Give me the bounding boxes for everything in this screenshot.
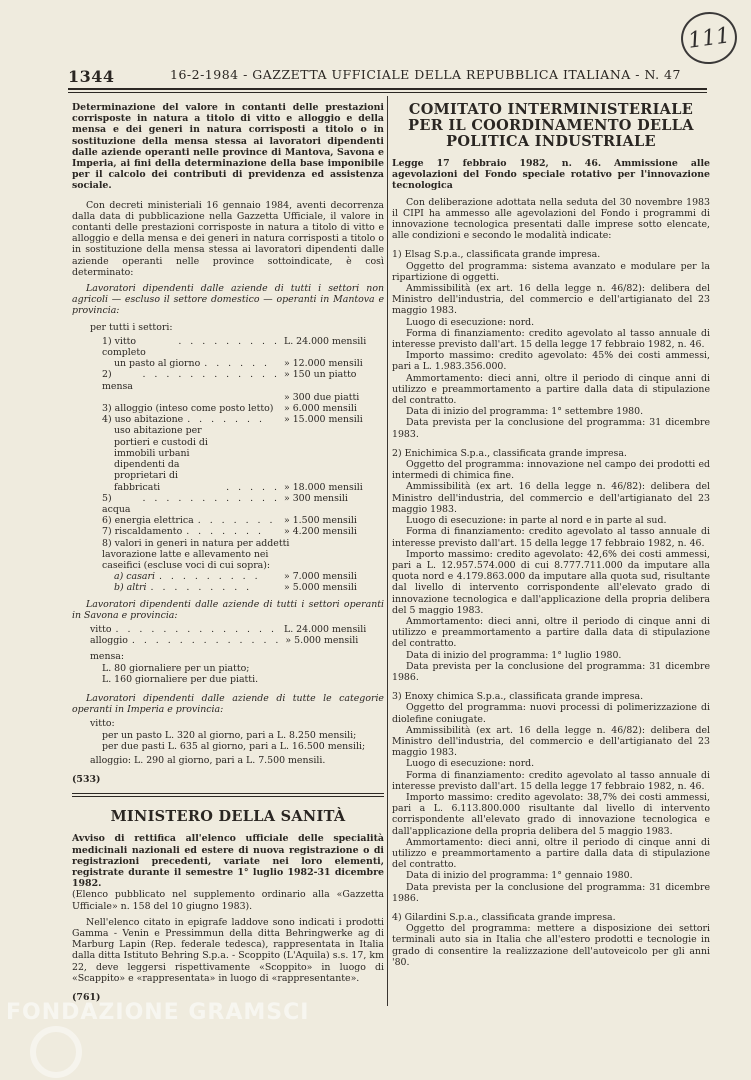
table-row: 4) uso abitazione . . . . . . . » 15.000 mensili <box>102 414 363 426</box>
company-2-p3: Luogo di esecuzione: in parte al nord e in parte al sud. <box>406 515 667 527</box>
watermark-logo-icon <box>30 1026 82 1078</box>
company-1-p3: Luogo di esecuzione: nord. <box>406 316 535 328</box>
ministry-heading: MINISTERO DELLA SANITÀ <box>110 808 346 826</box>
mantova-heading: Lavoratori dipendenti dalle aziende di tutti i settori non agricoli — escluso il settore domestico — operanti in Mantova e provincia: <box>72 283 384 317</box>
table-row: » 300 due piatti <box>284 391 360 403</box>
table-row: b) altri . . . . . . . . . » 5.000 mensili <box>114 582 357 594</box>
savona-mensa-1: L. 80 giornaliere per un piatto; <box>102 662 250 674</box>
cipi-intro: Con deliberazione adottata nella seduta del 30 novembre 1983 il CIPI ha ammesso alle agevolazioni del Fondo i programmi di innovazione tecnologica presentati dalle imprese sotto elencate, alle condizioni e secondo le modalità indicate: <box>392 196 710 242</box>
company-1-p6: Ammortamento: dieci anni, oltre il periodo di cinque anni di utilizzo e preammortamento a partire dalla data di stipulazione del contratto. <box>392 372 710 407</box>
company-2-p5: Importo massimo: credito agevolato: 42,6% dei costi ammessi, pari a L. 12.957.574.000 di cui 8.777.711.000 da imputare alla quota nord e 4.179.863.000 da imputare alla quota sud, risultante dal livello di intervento corrispondente all'elevato grado di innovazione tecnologica e dall'applicazione della propria delibera del 5 maggio 1983. <box>392 548 710 616</box>
company-1-p8: Data prevista per la conclusione del programma: 31 dicembre 1983. <box>392 417 710 440</box>
company-3-p2: Ammissibilità (ex art. 16 della legge n. 46/82): delibera del Ministro dell'industria, del commercio e dell'artigianato del 23 maggio 1983. <box>392 724 710 759</box>
page-number: 1344 <box>68 67 115 86</box>
header-rule-thin <box>68 92 707 93</box>
company-2-p6: Ammortamento: dieci anni, oltre il periodo di cinque anni di utilizzo e preammortamento a partire dalla data di stipulazione del contratto. <box>392 615 710 650</box>
company-2-p4: Forma di finanziamento: credito agevolato al tasso annuale di interesse previsto dall'art. 15 della legge 17 febbraio 1982, n. 46. <box>392 526 710 549</box>
company-2-p8: Data prevista per la conclusione del programma: 31 dicembre 1986. <box>392 660 710 683</box>
decree-title: Determinazione del valore in contanti delle prestazioni corrisposte in natura a titolo di vitto e alloggio e della mensa e dei generi in natura corrisposti a titolo o in sostituzione della mensa stessa ai lavoratori dipendenti dalle aziende operanti nelle province di Mantova, Savona e Imperia, ai fini della determinazione della base imponibile per il calcolo dei contributi di previdenza ed assistenza sociale. <box>72 102 384 192</box>
per-tutti-label: per tutti i settori: <box>90 321 173 333</box>
table-row: a) casari . . . . . . . . . » 7.000 mensili <box>114 571 357 583</box>
imperia-heading: Lavoratori dipendenti dalle aziende di tutte le categorie operanti in Imperia e provincia: <box>72 692 384 716</box>
table-row: vitto . . . . . . . . . . . . . . L. 24.000 mensili <box>90 623 367 635</box>
company-3-p5: Importo massimo: credito agevolato: 38,7% dei costi ammessi, pari a L. 6.113.800.000 risultante dal livello di intervento corrispondente all'elevato grado di innovazione tecnologica e dall'applicazione della propria delibera del 5 maggio 1983. <box>392 791 710 837</box>
table-row: 7) riscaldamento . . . . . . . » 4.200 mensili <box>102 526 357 538</box>
company-2-p7: Data di inizio del programma: 1° luglio 1980. <box>406 649 622 661</box>
table-row: un pasto al giorno . . . . . . » 12.000 mensili <box>114 358 363 370</box>
avviso-body: Nell'elenco citato in epigrafe laddove sono indicati i prodotti Gamma - Venin e Pressimmun della ditta Behringwerke ag di Marburg Lapin (Rep. federale tedesca), rappresentata in Italia dalla ditta Istituto Behring S.p.a. - Scoppito (L'Aquila) s.s. 17, km 22, deve leggersi rispettivamente «Scoppito» in luogo di «Scappito» e «rappresentata» in luogo di «rappresentante». <box>72 916 384 984</box>
company-1-p7: Data di inizio del programma: 1° settembre 1980. <box>406 406 644 418</box>
table-row: uso abitazione per portieri e custodi di immobili urbani dipendenti da proprietari di fabbricati . . . . . » 18.000 mensili <box>114 425 363 493</box>
section-rule-thin <box>72 796 384 797</box>
savona-heading: Lavoratori dipendenti dalle aziende di tutti i settori operanti in Savona e provincia: <box>72 598 384 621</box>
company-3-p8: Data prevista per la conclusione del programma: 31 dicembre 1986. <box>392 881 710 904</box>
company-1-p5: Importo massimo: credito agevolato: 45% dei costi ammessi, pari a L. 1.983.356.000. <box>392 350 710 373</box>
company-3-p4: Forma di finanziamento: credito agevolato al tasso annuale di interesse previsto dall'art. 15 della legge 17 febbraio 1982, n. 46. <box>392 769 710 792</box>
company-2-name: 2) Enichimica S.p.a., classificata grande impresa. <box>392 447 627 459</box>
company-2-p2: Ammissibilità (ex art. 16 della legge n. 46/82): delibera del Ministro dell'industria, del commercio e dell'artigianato del 23 maggio 1983. <box>392 481 710 515</box>
table-row: 2) mensa . . . . . . . . . . . . » 150 un piatto <box>102 369 357 392</box>
committee-heading: COMITATO INTERMINISTERIALE PER IL COORDINAMENTO DELLA POLITICA INDUSTRIALE <box>408 101 694 150</box>
company-4-p1: Oggetto del programma: mettere a disposizione dei settori terminali auto sia in Italia che all'estero prodotti e tecnologie in grado di consentire la realizzazione dell'autoveicolo per gli anni '80. <box>392 923 710 968</box>
table-row: alloggio . . . . . . . . . . . . . » 5.000 mensili <box>90 635 359 647</box>
running-header: 16-2-1984 - GAZZETTA UFFICIALE DELLA REPUBBLICA ITALIANA - N. 47 <box>170 67 681 82</box>
header-rule <box>68 88 707 90</box>
archive-watermark: FONDAZIONE GRAMSCI <box>6 1000 310 1025</box>
notice-code: (761) <box>72 992 101 1004</box>
company-1-p2: Ammissibilità (ex art. 16 della legge n. 46/82): delibera del Ministro dell'industria, del commercio e dell'artigianato del 23 maggio 1983. <box>392 283 710 317</box>
company-3-p6: Ammortamento: dieci anni, oltre il periodo di cinque anni di utilizzo e preammortamento a partire dalla data di stipulazione del contratto. <box>392 836 710 871</box>
left-column <box>72 102 384 1003</box>
table-row: 6) energia elettrica . . . . . . . » 1.500 mensili <box>102 515 357 527</box>
imperia-line-3: alloggio: L. 290 al giorno, pari a L. 7.500 mensili. <box>90 754 326 766</box>
notice-code: (533) <box>72 774 101 786</box>
imperia-line-1: per un pasto L. 320 al giorno, pari a L. 8.250 mensili; <box>102 729 357 741</box>
company-3-name: 3) Enoxy chimica S.p.a., classificata grande impresa. <box>392 691 644 703</box>
table-row: 3) alloggio (inteso come posto letto) » 6.000 mensili <box>102 403 357 415</box>
law-title: Legge 17 febbraio 1982, n. 46. Ammissione alle agevolazioni del Fondo speciale rotativo per l'innovazione tecnologica <box>392 158 710 192</box>
avviso-title: Avviso di rettifica all'elenco ufficiale delle specialità medicinali nazionali ed estere di nuova registrazione o di registrazioni precedenti, variate nei loro elementi, registrate durante il semestre 1° luglio 1982-31 dicembre 1982. <box>72 833 384 890</box>
company-3-p3: Luogo di esecuzione: nord. <box>406 758 535 770</box>
decree-intro: Con decreti ministeriali 16 gennaio 1984, aventi decorrenza dalla data di pubblicazione nella Gazzetta Ufficiale, il valore in contanti delle prestazioni corrisposte in natura a titolo di vitto e alloggio e della mensa e dei generi in natura corrisposti a titolo o in sostituzione della mensa stessa ai lavoratori dipendenti dalle aziende operanti nelle province sottoindicate, è così determinato: <box>72 199 384 278</box>
company-1-name: 1) Elsag S.p.a., classificata grande impresa. <box>392 249 601 261</box>
item-8-label: 8) valori in generi in natura per addetti lavorazione latte e allevamento nei caseifici (escluse voci di cui sopra): <box>102 537 290 571</box>
section-rule <box>72 793 384 794</box>
savona-mensa-label: mensa: <box>90 651 125 663</box>
right-column <box>392 102 710 968</box>
company-4-name: 4) Gilardini S.p.a., classificata grande impresa. <box>392 912 616 923</box>
handwritten-page-number: 111 <box>678 8 741 67</box>
imperia-line-2: per due pasti L. 635 al giorno, pari a L. 16.500 mensili; <box>102 740 366 752</box>
avviso-subtitle: (Elenco pubblicato nel supplemento ordinario alla «Gazzetta Ufficiale» n. 158 del 10 giugno 1983). <box>72 889 384 912</box>
column-divider <box>387 96 388 1006</box>
savona-mensa-2: L. 160 giornaliere per due piatti. <box>102 673 259 685</box>
company-2-p1: Oggetto del programma: innovazione nel campo dei prodotti ed intermedi di chimica fine. <box>392 459 710 482</box>
company-1-p4: Forma di finanziamento: credito agevolato al tasso annuale di interesse previsto dall'art. 15 della legge 17 febbraio 1982, n. 46. <box>392 327 710 351</box>
imperia-vitto-label: vitto: <box>90 718 115 730</box>
company-3-p7: Data di inizio del programma: 1° gennaio 1980. <box>406 870 633 882</box>
company-1-p1: Oggetto del programma: sistema avanzato e modulare per la ripartizione di oggetti. <box>392 260 710 283</box>
table-row: 1) vitto completo . . . . . . . . . L. 24.000 mensili <box>102 335 367 359</box>
company-3-p1: Oggetto del programma: nuovi processi di polimerizzazione di diolefine coniugate. <box>392 702 710 725</box>
table-row: 5) acqua . . . . . . . . . . . . » 300 mensili <box>102 492 348 515</box>
